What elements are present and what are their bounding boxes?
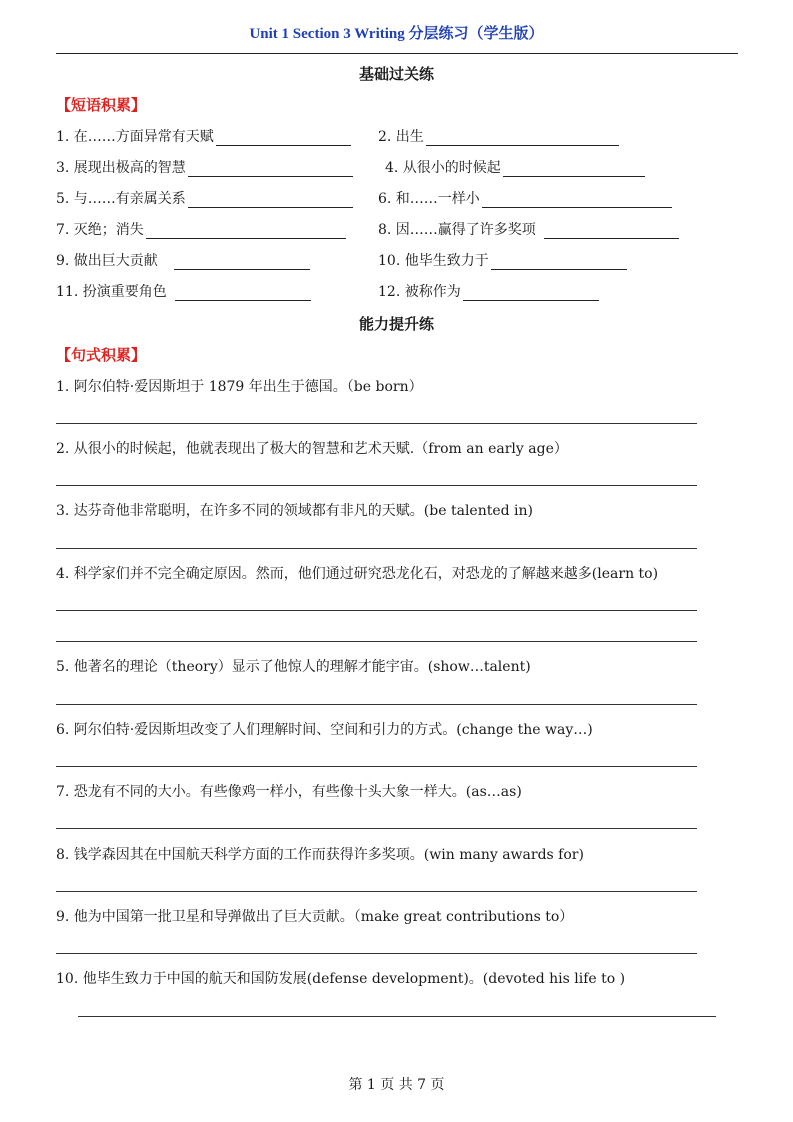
phrase-item: 3. 展现出极高的智慧: [56, 157, 353, 177]
question-item: 10. 他毕生致力于中国的航天和国防发展(defense development)。(devoted his life to ): [56, 971, 626, 987]
answer-line[interactable]: [56, 953, 697, 954]
phrase-item: 5. 与……有亲属关系: [56, 188, 353, 208]
section-title-basic: 基础过关练: [358, 65, 434, 83]
question-item: 5. 他著名的理论（theory）显示了他惊人的理解才能宇宙。(show…talent): [56, 659, 531, 675]
page-footer: 第 1 页 共 7 页: [348, 1077, 445, 1093]
header-divider: [56, 53, 738, 54]
answer-line[interactable]: [56, 828, 697, 829]
section-tag-phrases: 【短语积累】: [56, 96, 147, 114]
answer-line[interactable]: [56, 766, 697, 767]
phrase-item: 8. 因……赢得了许多奖项: [378, 219, 679, 239]
answer-blank[interactable]: [174, 255, 310, 270]
question-item: 4. 科学家们并不完全确定原因。然而，他们通过研究恐龙化石，对恐龙的了解越来越多(learn to): [56, 566, 659, 582]
phrase-item: 7. 灭绝；消失: [56, 219, 346, 239]
phrase-item: 2. 出生: [378, 126, 619, 146]
answer-line[interactable]: [56, 704, 697, 705]
phrase-item: 6. 和……一样小: [378, 188, 672, 208]
phrase-item: 12. 被称作为: [378, 281, 599, 301]
question-item: 9. 他为中国第一批卫星和导弹做出了巨大贡献。（make great contributions to）: [56, 909, 574, 925]
answer-line[interactable]: [56, 641, 697, 642]
phrase-item: 10. 他毕生致力于: [378, 250, 627, 270]
answer-line[interactable]: [78, 1016, 716, 1017]
answer-line[interactable]: [56, 423, 697, 424]
answer-blank[interactable]: [216, 131, 351, 146]
question-item: 3. 达芬奇他非常聪明，在许多不同的领域都有非凡的天赋。(be talented in): [56, 503, 533, 519]
answer-blank[interactable]: [463, 286, 599, 301]
phrase-item: 4. 从很小的时候起: [385, 157, 645, 177]
answer-blank[interactable]: [426, 131, 619, 146]
answer-line[interactable]: [56, 610, 697, 611]
answer-blank[interactable]: [188, 162, 353, 177]
phrase-item: 11. 扮演重要角色: [56, 281, 311, 301]
section-tag-sentences: 【句式积累】: [56, 346, 147, 364]
question-item: 8. 钱学森因其在中国航天科学方面的工作而获得许多奖项。(win many awards for): [56, 847, 584, 863]
phrase-item: 1. 在……方面异常有天赋: [56, 126, 351, 146]
answer-blank[interactable]: [503, 162, 645, 177]
document-header: Unit 1 Section 3 Writing 分层练习（学生版）: [249, 26, 544, 42]
phrase-item: 9. 做出巨大贡献: [56, 250, 310, 270]
answer-blank[interactable]: [146, 224, 346, 239]
question-item: 7. 恐龙有不同的大小。有些像鸡一样小，有些像十头大象一样大。(as…as): [56, 784, 522, 800]
answer-blank[interactable]: [175, 286, 311, 301]
question-item: 1. 阿尔伯特·爱因斯坦于 1879 年出生于德国。（be born）: [56, 379, 423, 395]
answer-line[interactable]: [56, 485, 697, 486]
answer-blank[interactable]: [482, 193, 672, 208]
answer-blank[interactable]: [188, 193, 353, 208]
answer-line[interactable]: [56, 548, 697, 549]
section-title-advanced: 能力提升练: [358, 315, 434, 333]
answer-blank[interactable]: [544, 224, 679, 239]
answer-blank[interactable]: [491, 255, 627, 270]
answer-line[interactable]: [56, 891, 697, 892]
question-item: 2. 从很小的时候起，他就表现出了极大的智慧和艺术天赋.（from an early age）: [56, 441, 568, 457]
question-item: 6. 阿尔伯特·爱因斯坦改变了人们理解时间、空间和引力的方式。(change the way…): [56, 722, 593, 738]
